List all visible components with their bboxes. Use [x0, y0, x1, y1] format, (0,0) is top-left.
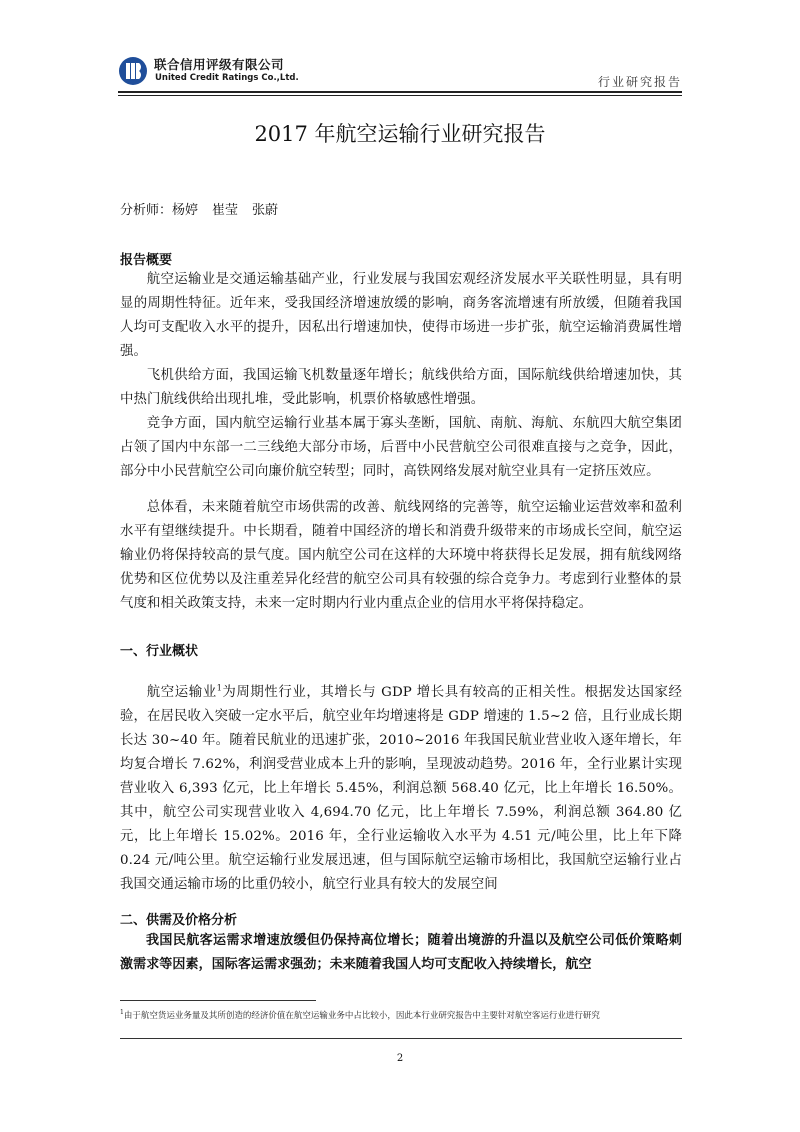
footnote: [120, 1006, 682, 1023]
authors-label: 分析师：: [120, 203, 173, 218]
section-1-heading: 一、行业概状: [120, 644, 199, 659]
section-1-body: 为周期性行业，其增长与 GDP 增长具有较高的正相关性。根据发达国家经验，在居民收入突破一定水平后，航空业年均增速将是 GDP 增速的 1.5~2 倍，且行业成长期长达 30~40 年。随着民航业的迅速扩张，2010~2016 年我国民航业营业收入逐年增长，年均复合增长 7.62%，利润受营业成本上升的影响，呈现波动趋势。2016 年，全行业累计实现营业收入 6,393 亿元，比上年增长 5.45%，利润总额 568.40 亿元，比上年增长 16.50%。其中，航空公司实现营业收入 4,694.70 亿元，比上年增长 7.59%，利润总额 364.80 亿元，比上年增长 15.02%。2016 年，全行业运输收入水平为 4.51 元/吨公里，比上年下降 0.24 元/吨公里。航空运输行业发展迅速，但与国际航空运输市场相比，我国航空运输行业占我国交通运输市场的比重仍较小，航空行业具有较大的发展空间: [120, 685, 683, 892]
summary-paragraph: 竞争方面，国内航空运输行业基本属于寡头垄断，国航、南航、海航、东航四大航空集团占领了国内中东部一二三线绝大部分市场，后晋中小民营航空公司很难直接与之竞争，因此，部分中小民营航空公司向廉价航空转型；同时，高铁网络发展对航空业具有一定挤压效应。: [120, 416, 682, 479]
header-rule: [118, 91, 682, 93]
author-name: 崔莹: [212, 203, 239, 218]
footnote-mark: 1: [120, 1009, 124, 1016]
summary-paragraph: 航空运输业是交通运输基础产业，行业发展与我国宏观经济发展水平关联性明显，具有明显的周期性特征。近年来，受我国经济增速放缓的影响，商务客流增速有所放缓，但随着我国人均可支配收入水平的提升，因私出行增速加快，使得市场进一步扩张，航空运输消费属性增强。: [120, 272, 682, 359]
summary-paragraph: 总体看，未来随着航空市场供需的改善、航线网络的完善等，航空运输业运营效率和盈利水平有望继续提升。中长期看，随着中国经济的增长和消费升级带来的市场成长空间，航空运输业仍将保持较高的景气度。国内航空公司在这样的大环境中将获得长足发展，拥有航线网络优势和区位优势以及注重差异化经营的航空公司具有较强的综合竞争力。考虑到行业整体的景气度和相关政策支持，未来一定时期内行业内重点企业的信用水平将保持稳定。: [120, 500, 682, 611]
footer-rule: [120, 1038, 682, 1039]
footnote-text: 由于航空货运业务量及其所创造的经济价值在航空运输业务中占比较小，因此本行业研究报告中主要针对航空客运行业进行研究: [123, 1010, 600, 1021]
page-number: 2: [396, 1053, 404, 1064]
section-1-paragraph: [120, 681, 682, 897]
footnote-reference: 1: [216, 683, 222, 693]
section-2-paragraph: 我国民航客运需求增速放缓但仍保持高位增长；随着出境游的升温以及航空公司低价策略刺激需求等因素，国际客运需求强劲；未来随着我国人均可支配收入持续增长，航空: [120, 933, 682, 972]
header-rule-thin: [118, 95, 682, 96]
authors-line: [120, 199, 292, 218]
report-title: 2017 年航空运输行业研究报告: [254, 122, 546, 146]
footnote-separator: [120, 1000, 316, 1001]
summary-heading: 报告概要: [120, 253, 173, 268]
company-name-en: United Credit Ratings Co.,Ltd.: [155, 73, 299, 83]
document-type-label: 行业研究报告: [597, 75, 682, 89]
section-1-lead: 航空运输业: [146, 685, 217, 700]
company-logo: [118, 56, 148, 86]
summary-paragraph: 飞机供给方面，我国运输飞机数量逐年增长；航线供给方面，国际航线供给增速加快，其中热门航线供给出现扎堆，受此影响，机票价格敏感性增强。: [120, 368, 682, 407]
page-header: [118, 52, 682, 96]
author-name: 张蔚: [252, 203, 279, 218]
author-name: 杨婷: [172, 203, 199, 218]
company-name-cn: 联合信用评级有限公司: [154, 57, 285, 72]
section-2-heading: 二、供需及价格分析: [120, 913, 238, 928]
